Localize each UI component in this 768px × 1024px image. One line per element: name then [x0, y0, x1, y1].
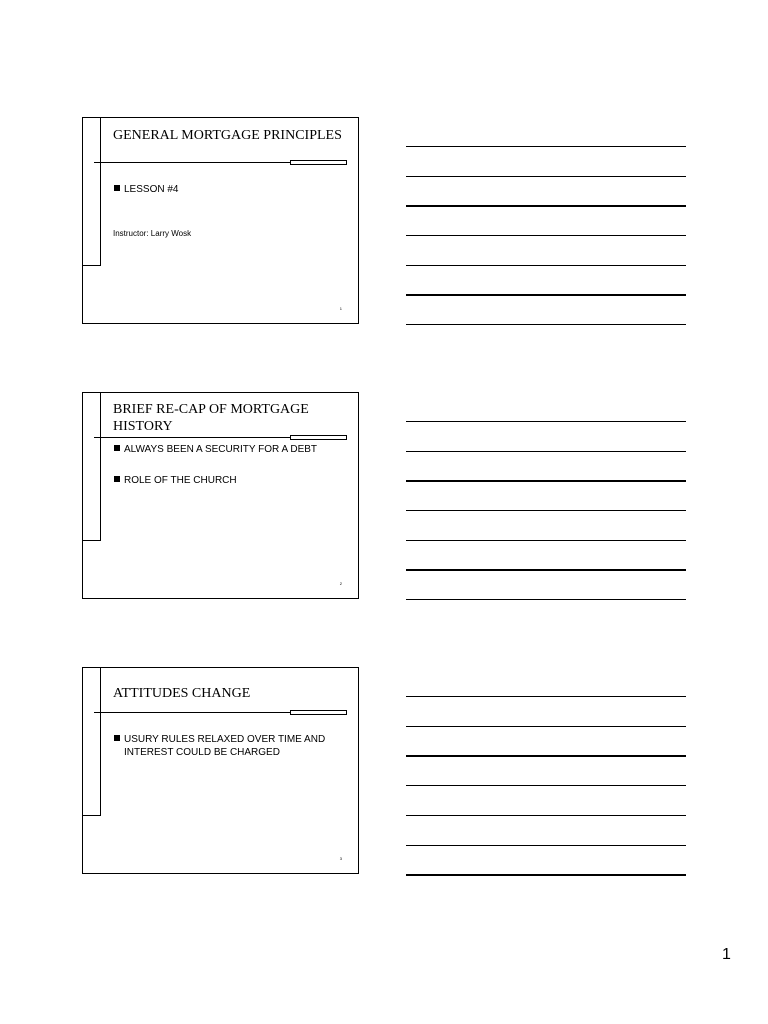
page-number: 1	[722, 946, 731, 963]
slide-title-rule-box	[290, 710, 347, 715]
slide-bullet	[114, 183, 350, 196]
note-line	[406, 569, 686, 571]
note-line	[406, 146, 686, 147]
note-line	[406, 599, 686, 600]
slide-bullet-text: LESSON #4	[124, 184, 179, 195]
bullet-square-icon	[114, 735, 120, 741]
slide-bullet-text: ALWAYS BEEN A SECURITY FOR A DEBT	[124, 444, 318, 455]
note-line	[406, 294, 686, 296]
note-line	[406, 540, 686, 541]
slide-title-rule-box	[290, 160, 347, 165]
note-line	[406, 205, 686, 207]
slide-accent-bar	[83, 118, 101, 266]
slide-3	[82, 667, 359, 874]
slide-bullet-text: ROLE OF THE CHURCH	[124, 475, 237, 486]
slide-2	[82, 392, 359, 599]
bullet-square-icon	[114, 185, 120, 191]
slide-number: 3	[339, 856, 342, 861]
slide-bullet	[114, 733, 346, 759]
note-line	[406, 176, 686, 177]
bullet-square-icon	[114, 445, 120, 451]
note-line	[406, 451, 686, 452]
slide-title: GENERAL MORTGAGE PRINCIPLES	[113, 128, 342, 143]
slide-bullet	[114, 443, 350, 456]
note-line	[406, 755, 686, 757]
note-line	[406, 324, 686, 325]
slide-bullet-text: USURY RULES RELAXED OVER TIME AND INTEREST COULD BE CHARGED	[124, 734, 326, 758]
slide-accent-bar	[83, 393, 101, 541]
note-line	[406, 874, 686, 876]
note-line	[406, 845, 686, 846]
note-line	[406, 510, 686, 511]
slide-bullet	[114, 474, 350, 487]
note-line	[406, 235, 686, 236]
slide-title-rule-box	[290, 435, 347, 440]
note-line	[406, 696, 686, 697]
slide-1	[82, 117, 359, 324]
slide-title: BRIEF RE-CAP OF MORTGAGE HISTORY	[113, 402, 309, 434]
slide-accent-bar	[83, 668, 101, 816]
note-line	[406, 785, 686, 786]
note-line	[406, 726, 686, 727]
slide-number: 2	[339, 581, 342, 586]
bullet-square-icon	[114, 476, 120, 482]
note-line	[406, 815, 686, 816]
slide-instructor: Instructor: Larry Wosk	[113, 229, 192, 238]
slide-number: 1	[339, 306, 342, 311]
slide-title-rule	[94, 437, 290, 438]
note-line	[406, 265, 686, 266]
note-line	[406, 421, 686, 422]
slide-title-rule	[94, 712, 290, 713]
slide-title-rule	[94, 162, 290, 163]
note-line	[406, 480, 686, 482]
slide-title: ATTITUDES CHANGE	[113, 686, 251, 701]
